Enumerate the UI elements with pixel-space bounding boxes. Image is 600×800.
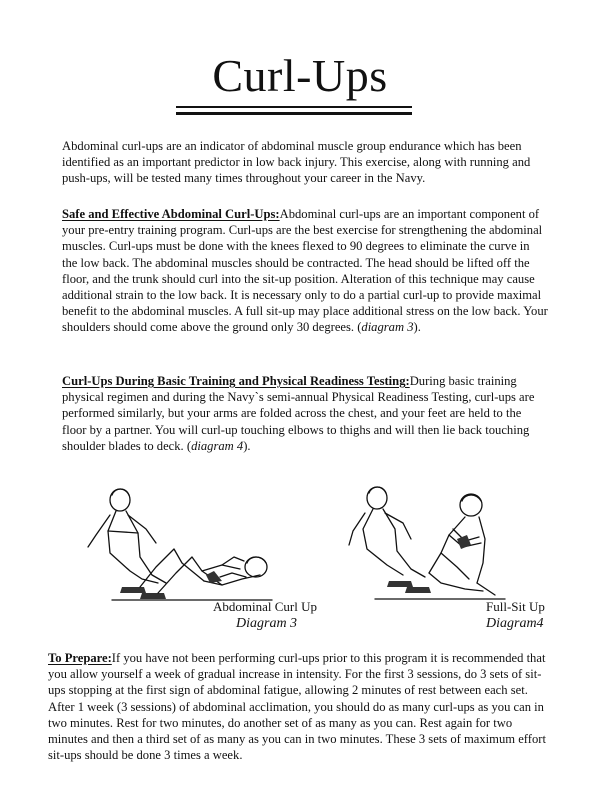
- title-underline-thin: [176, 106, 412, 108]
- testing-body-end: ).: [243, 438, 251, 453]
- safe-curlups-body: Abdominal curl-ups are an important component of your pre-entry training program. Curl-ups are the best exercise for strengthening the abdominal muscles. Curl-ups must be done with the knees flexed to 90 degrees to eliminate the curve in the low back. The abdominal muscles should be contracted. The head should be lifted off the floor, and the trunk should curl into the sit-up position. Alteration of this technique may cause additional strain to the low back. It is necessary only to do a partial curl-up to provide maximal benefit to the abdominal muscles. A full sit-up may place additional stress on the low back. Your shoulders should come above the ground only 30 degrees. (: [62, 207, 548, 335]
- right-figure-caption: Full-Sit Up: [486, 599, 545, 614]
- safe-curlups-paragraph: [62, 206, 548, 336]
- left-figure-diagram-label: Diagram 3: [236, 616, 298, 631]
- page-title: Curl-Ups: [212, 50, 388, 101]
- curl-up-illustration: [82, 483, 282, 611]
- safe-curlups-diagram-ref: diagram 3: [361, 320, 414, 335]
- safe-curlups-heading: Safe and Effective Abdominal Curl-Ups:: [62, 207, 280, 221]
- testing-diagram-ref: diagram 4: [191, 438, 244, 453]
- testing-heading: Curl-Ups During Basic Training and Physical Readiness Testing:: [62, 374, 410, 388]
- prepare-paragraph: [48, 650, 548, 763]
- title-underline-thick: [176, 112, 412, 115]
- testing-body: During basic training physical regimen and during the Navy`s semi-annual Physical Readiness Testing, curl-ups are performed similarly, but your arms are folded across the chest, and your feet are held to the floor by a partner. You will curl-up touching elbows to thighs and will then lie back touching shoulder blades to deck. (: [62, 374, 535, 453]
- right-figure-diagram-label: Diagram4: [486, 616, 544, 631]
- prepare-body: If you have not been performing curl-ups prior to this program it is recommended that you allow yourself a week of gradual increase in intensity. For the first 3 sessions, do 3 sets of sit-ups stopping at the first sign of abdominal fatigue, allowing 2 minutes of rest between each set. After 1 week (3 sessions) of abdominal acclimation, you should do as many curl-ups as you can in two minutes. Rest for two minutes, do another set of as many as you can. Rest again for two minutes and then a third set of as many as you can in two minutes. These 3 sets of maximum effort sit-ups should be done 3 times a week.: [48, 651, 546, 763]
- testing-paragraph: [62, 373, 548, 454]
- left-figure-caption: Abdominal Curl Up: [213, 599, 317, 614]
- full-sit-up-illustration: [345, 483, 545, 611]
- prepare-heading: To Prepare:: [48, 651, 112, 665]
- intro-paragraph: Abdominal curl-ups are an indicator of abdominal muscle group endurance which has been identified as an important predictor in low back injury. This exercise, along with running and push-ups, will be tested many times throughout your career in the Navy.: [62, 139, 531, 186]
- safe-curlups-body-end: ).: [413, 320, 421, 335]
